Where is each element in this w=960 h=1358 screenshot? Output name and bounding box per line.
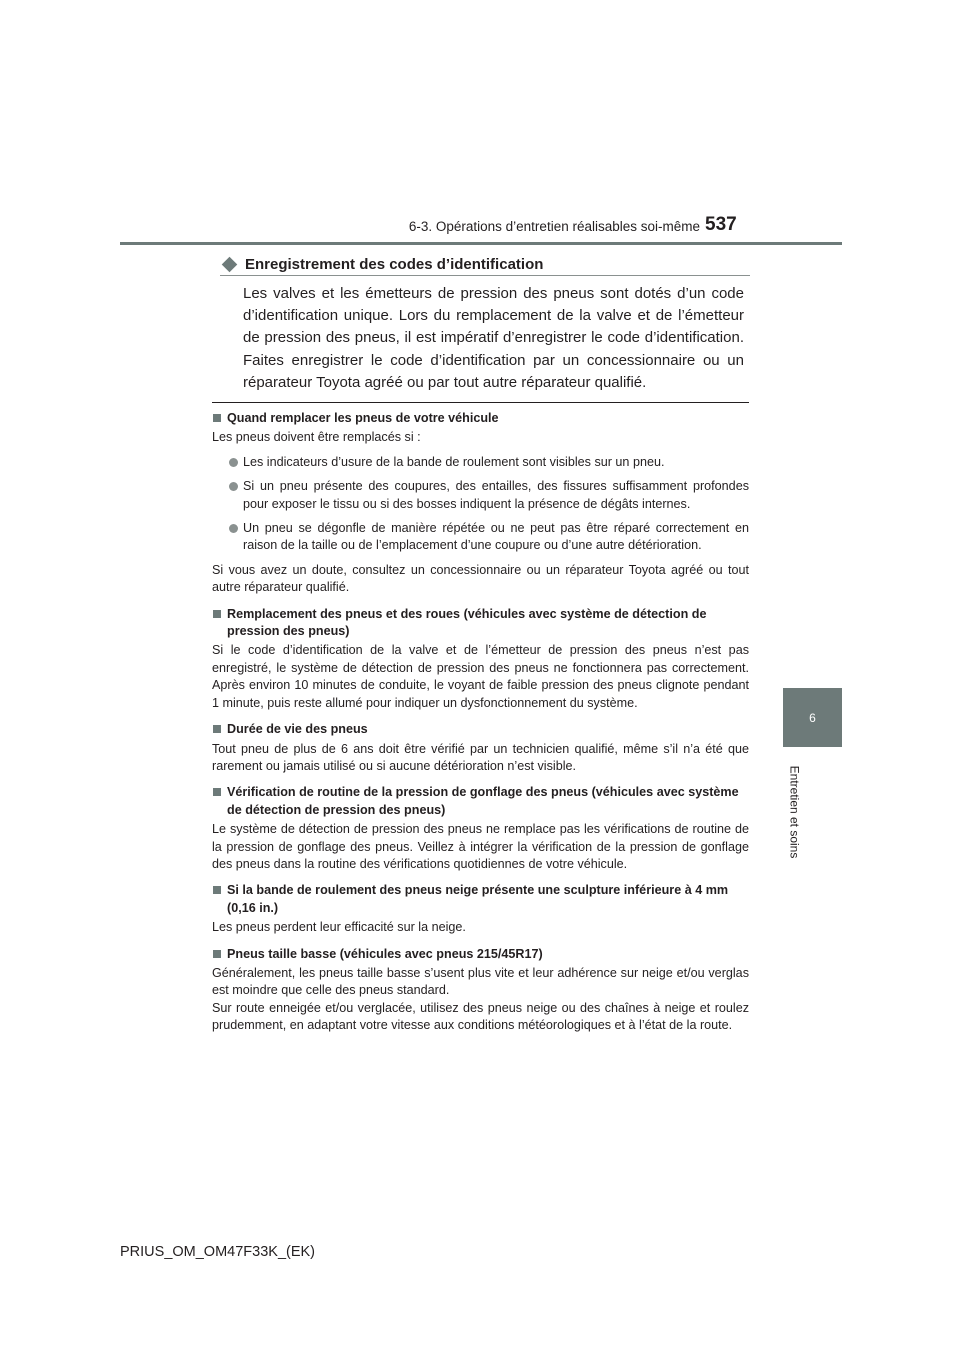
section-title (212, 410, 749, 427)
section-body: Sur route enneigée et/ou verglacée, utilisez des pneus neige ou des chaînes à neige et roulez prudemment, en adaptant votre vitesse aux conditions météorologiques et à l’état de la route. (212, 1000, 749, 1033)
list-item (229, 520, 749, 555)
section-body: Les pneus perdent leur efficacité sur la neige. (212, 920, 466, 935)
header-section-title: 6-3. Opérations d’entretien réalisables soi-même (408, 219, 700, 234)
section-title-text: Vérification de routine de la pression de gonflage des pneus (véhicules avec système de détection de pression des pneus) (227, 785, 739, 817)
section-title-text: Quand remplacer les pneus de votre véhicule (227, 411, 499, 425)
topic-heading-text: Enregistrement des codes d’identification (245, 255, 544, 273)
main-content (212, 410, 749, 1035)
section-body: Généralement, les pneus taille basse s’usent plus vite et leur adhérence sur neige et/ou verglas est moindre que celle des pneus standard. (212, 965, 749, 998)
diamond-bullet-icon (222, 256, 238, 272)
page-number: 537 (705, 214, 737, 235)
section-body: Si vous avez un doute, consultez un concessionnaire ou un réparateur Toyota agréé ou tout autre réparateur qualifié. (212, 562, 749, 595)
square-bullet-icon (213, 725, 221, 733)
section-title-text: Remplacement des pneus et des roues (véhicules avec système de détection de pression des pneus) (227, 606, 707, 639)
list-item-text: Les indicateurs d’usure de la bande de roulement sont visibles sur un pneu. (243, 454, 665, 469)
chapter-tab-number: 6 (809, 710, 816, 725)
section-title (212, 946, 749, 963)
square-bullet-icon (213, 788, 221, 796)
section-title (212, 882, 749, 917)
list-item-text: Un pneu se dégonfle de manière répétée ou ne peut pas être réparé correctement en raison de la taille ou de l’emplacement d’une coupure ou d’une autre détérioration. (243, 521, 749, 553)
square-bullet-icon (213, 610, 221, 618)
chapter-tab (783, 688, 842, 747)
section-body: Tout pneu de plus de 6 ans doit être vérifié par un technicien qualifié, même s’il n’a été que rarement ou jamais utilisé ou si aucune détérioration n’est visible. (212, 741, 749, 773)
chapter-label-text: Entretien et soins (787, 765, 801, 859)
square-bullet-icon (213, 950, 221, 958)
section-title-text: Pneus taille basse (véhicules avec pneus 215/45R17) (227, 946, 543, 961)
section-title (212, 606, 749, 641)
section-body: Le système de détection de pression des pneus ne remplace pas les vérifications de routine de la pression de gonflage des pneus. Veillez à intégrer la vérification de la pression de gonflage des pneus dans la routine des vérifications quotidiennes de votre véhicule. (212, 822, 749, 871)
section-title-text: Si la bande de roulement des pneus neige présente une sculpture inférieure à 4 mm (0,16 in.) (227, 883, 729, 915)
section-title-text: Durée de vie des pneus (227, 722, 368, 737)
header-rule (120, 242, 842, 245)
section-title (212, 721, 749, 738)
square-bullet-icon (213, 414, 221, 422)
square-bullet-icon (213, 886, 221, 894)
round-bullet-icon (229, 482, 238, 491)
section-body: Si le code d’identification de la valve et de l’émetteur de pression des pneus n’est pas enregistré, le système de détection de pression des pneus ne fonctionnera pas correctement. Après environ 10 minutes de conduite, le voyant de faible pression des pneus clignote pendant 1 minute, puis reste allumé pour indiquer un dysfonctionnement du système. (212, 643, 749, 710)
section-intro: Les pneus doivent être remplacés si : (212, 430, 421, 445)
list-item (229, 454, 749, 471)
list-item (229, 478, 749, 513)
section-divider (212, 402, 749, 403)
document-code: PRIUS_OM_OM47F33K_(EK) (120, 1244, 316, 1260)
topic-body: Les valves et les émetteurs de pression des pneus sont dotés d’un code d’identification unique. Lors du remplacement de la valve et de l’émetteur de pression des pneus, il est impératif d’enregistrer le code d’identification. Faites enregistrer le code d’identification par un concessionnaire ou un réparateur Toyota agréé ou par tout autre réparateur qualifié. (243, 285, 744, 391)
round-bullet-icon (229, 524, 238, 533)
topic-heading (220, 253, 750, 276)
chapter-label (770, 760, 818, 864)
list-item-text: Si un pneu présente des coupures, des entailles, des fissures suffisamment profondes pour exposer le tissu ou si des bosses indiquent la présence de dégâts internes. (243, 479, 749, 511)
section-title (212, 784, 749, 819)
round-bullet-icon (229, 458, 238, 467)
